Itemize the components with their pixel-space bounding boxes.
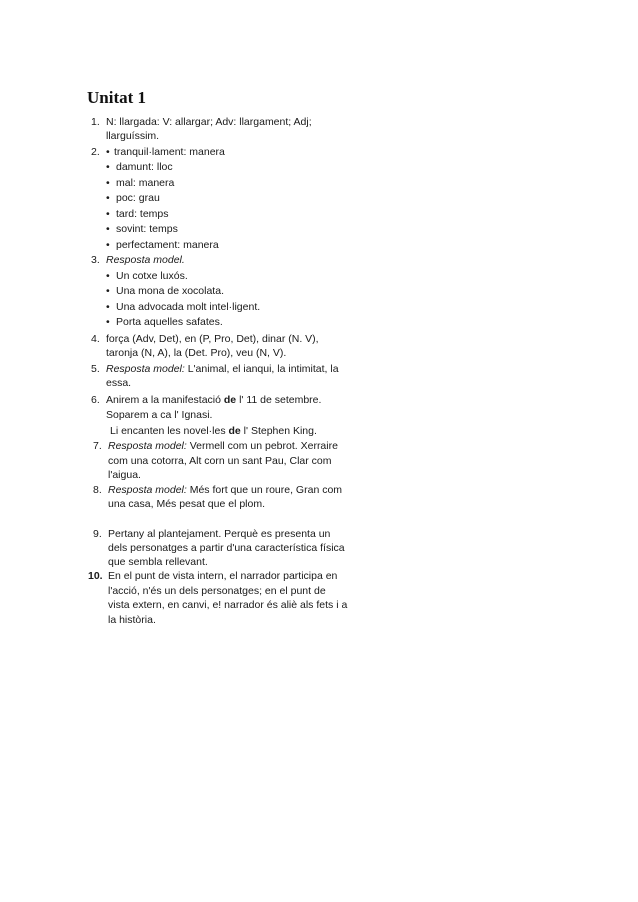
bullet-icon: • xyxy=(106,192,110,204)
item-7-line-2: com una cotorra, Alt corn un sant Pau, Clar com xyxy=(108,455,332,467)
item-6-line-2: Soparem a ca l' Ignasi. xyxy=(106,409,213,421)
item-number: 10. xyxy=(88,570,103,582)
list-item: damunt: lloc xyxy=(116,161,173,173)
item-10-line-2: l'acció, n'és un dels personatges; en el punt de xyxy=(108,585,326,597)
bullet-icon: • xyxy=(106,146,110,158)
item-10-line-3: vista extern, en canvi, e! narrador és aliè als fets i a xyxy=(108,599,348,611)
item-8-line-2: una casa, Més pesat que el plom. xyxy=(108,498,266,510)
item-number: 8. xyxy=(93,484,102,496)
item-1-line-2: llarguíssim. xyxy=(106,130,160,142)
bullet-icon: • xyxy=(106,223,110,235)
item-7-line-1: Resposta model: Vermell com un pebrot. Xerraire xyxy=(108,440,338,452)
item-3-label: Resposta model. xyxy=(106,254,185,266)
item-6-line-3: Li encanten les novel·les de l' Stephen King. xyxy=(110,425,317,437)
list-item: sovint: temps xyxy=(116,223,178,235)
bullet-icon: • xyxy=(106,177,110,189)
item-8-line-1: Resposta model: Més fort que un roure, Gran com xyxy=(108,484,343,496)
item-number: 1. xyxy=(91,116,100,128)
item-number: 4. xyxy=(91,333,100,345)
item-9-line-3: que sembla rellevant. xyxy=(108,556,208,568)
item-10-line-4: la història. xyxy=(108,614,156,626)
list-item: perfectament: manera xyxy=(116,239,219,251)
bullet-icon: • xyxy=(106,285,110,297)
bullet-icon: • xyxy=(106,239,110,251)
item-7-label: Resposta model: xyxy=(108,440,187,452)
item-number: 3. xyxy=(91,254,100,266)
item-1-line-1: N: llargada: V: allargar; Adv: llargament; Adj; xyxy=(106,116,312,128)
item-5-line-1: Resposta model: L'animal, el ianqui, la intimitat, la xyxy=(106,363,339,375)
item-number: 9. xyxy=(93,528,102,540)
list-item: Una mona de xocolata. xyxy=(116,285,224,297)
bullet-icon: • xyxy=(106,161,110,173)
item-8-label: Resposta model: xyxy=(108,484,187,496)
item-6-line-1: Anirem a la manifestació de l' 11 de setembre. xyxy=(106,394,322,406)
item-2-first: tranquil·lament: manera xyxy=(114,146,225,158)
item-number: 7. xyxy=(93,440,102,452)
bullet-icon: • xyxy=(106,270,110,282)
item-7-line-3: l'aigua. xyxy=(108,469,141,481)
bullet-icon: • xyxy=(106,208,110,220)
list-item: Porta aquelles safates. xyxy=(116,316,223,328)
item-number: 2. xyxy=(91,146,100,158)
list-item: Una advocada molt intel·ligent. xyxy=(116,301,261,313)
item-4-line-1: força (Adv, Det), en (P, Pro, Det), dinar (N. V), xyxy=(106,333,319,345)
bullet-icon: • xyxy=(106,301,110,313)
list-item: Un cotxe luxós. xyxy=(116,270,188,282)
list-item: poc: grau xyxy=(116,192,160,204)
item-9-line-1: Pertany al plantejament. Perquè es presenta un xyxy=(108,528,331,540)
list-item: tard: temps xyxy=(116,208,169,220)
item-5-label: Resposta model: xyxy=(106,363,185,375)
list-item: mal: manera xyxy=(116,177,175,189)
item-5-line-2: essa. xyxy=(106,377,132,389)
page-title: Unitat 1 xyxy=(87,88,147,107)
item-number: 6. xyxy=(91,394,100,406)
bullet-icon: • xyxy=(106,316,110,328)
item-9-line-2: dels personatges a partir d'una característica física xyxy=(108,542,345,554)
item-number: 5. xyxy=(91,363,100,375)
item-4-line-2: taronja (N, A), la (Det. Pro), veu (N, V). xyxy=(106,347,287,359)
item-10-line-1: En el punt de vista intern, el narrador participa en xyxy=(108,570,338,582)
